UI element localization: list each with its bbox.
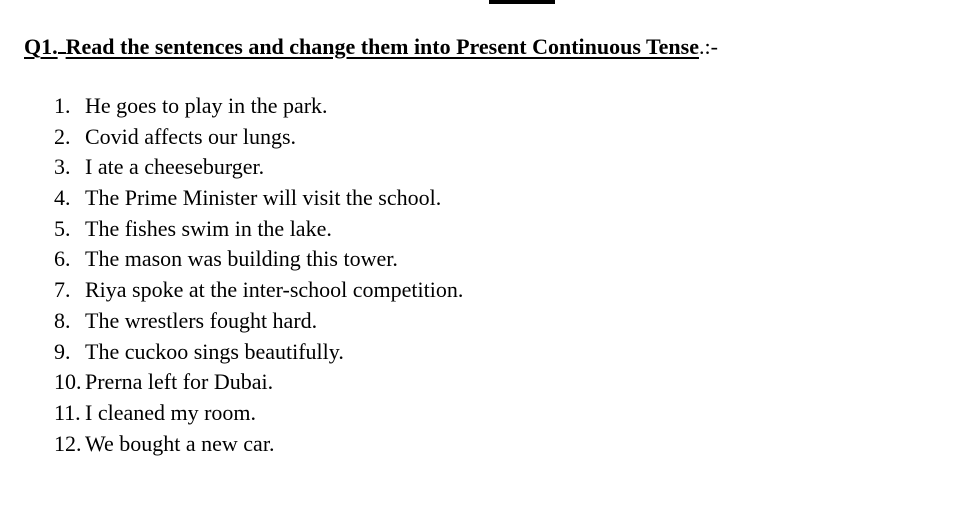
item-number: 3. bbox=[54, 154, 71, 180]
item-text: Prerna left for Dubai. bbox=[85, 369, 274, 395]
item-text: I ate a cheeseburger. bbox=[85, 154, 265, 180]
item-text: He goes to play in the park. bbox=[85, 93, 328, 118]
item-text: We bought a new car. bbox=[85, 430, 275, 456]
item-number: 12. bbox=[54, 430, 82, 456]
list-item bbox=[54, 244, 463, 275]
item-text: The wrestlers fought hard. bbox=[85, 307, 318, 333]
item-number: 11. bbox=[54, 399, 81, 425]
item-text: The fishes swim in the lake. bbox=[85, 215, 332, 241]
item-text: The mason was building this tower. bbox=[85, 246, 398, 272]
sentence-list bbox=[54, 91, 463, 459]
list-item bbox=[54, 306, 463, 337]
list-item bbox=[54, 398, 463, 429]
item-number: 7. bbox=[54, 277, 71, 303]
question-heading bbox=[24, 30, 718, 61]
question-number: Q1. bbox=[24, 34, 58, 59]
item-number: 6. bbox=[54, 246, 71, 272]
list-item bbox=[54, 275, 463, 306]
item-text: I cleaned my room. bbox=[85, 399, 257, 425]
list-item bbox=[54, 152, 463, 183]
item-text: Riya spoke at the inter-school competition. bbox=[85, 277, 464, 303]
item-text: Covid affects our lungs. bbox=[85, 123, 297, 149]
item-number: 8. bbox=[54, 307, 71, 333]
list-item bbox=[54, 367, 463, 398]
item-number: 4. bbox=[54, 185, 71, 211]
item-text: The Prime Minister will visit the school. bbox=[85, 185, 442, 211]
item-number: 2. bbox=[54, 123, 71, 149]
question-suffix: .:- bbox=[698, 34, 718, 59]
list-item bbox=[54, 91, 463, 122]
question-gap bbox=[58, 30, 66, 54]
list-item bbox=[54, 122, 463, 153]
item-number: 10. bbox=[54, 369, 82, 395]
item-number: 1. bbox=[54, 93, 71, 118]
top-divider-rule bbox=[489, 0, 555, 4]
item-number: 5. bbox=[54, 215, 71, 241]
item-number: 9. bbox=[54, 338, 71, 364]
list-item bbox=[54, 183, 463, 214]
item-text: The cuckoo sings beautifully. bbox=[85, 338, 344, 364]
list-item bbox=[54, 337, 463, 368]
list-item bbox=[54, 429, 463, 460]
list-item bbox=[54, 214, 463, 245]
question-instruction: Read the sentences and change them into Present Continuous Tense bbox=[65, 34, 699, 59]
